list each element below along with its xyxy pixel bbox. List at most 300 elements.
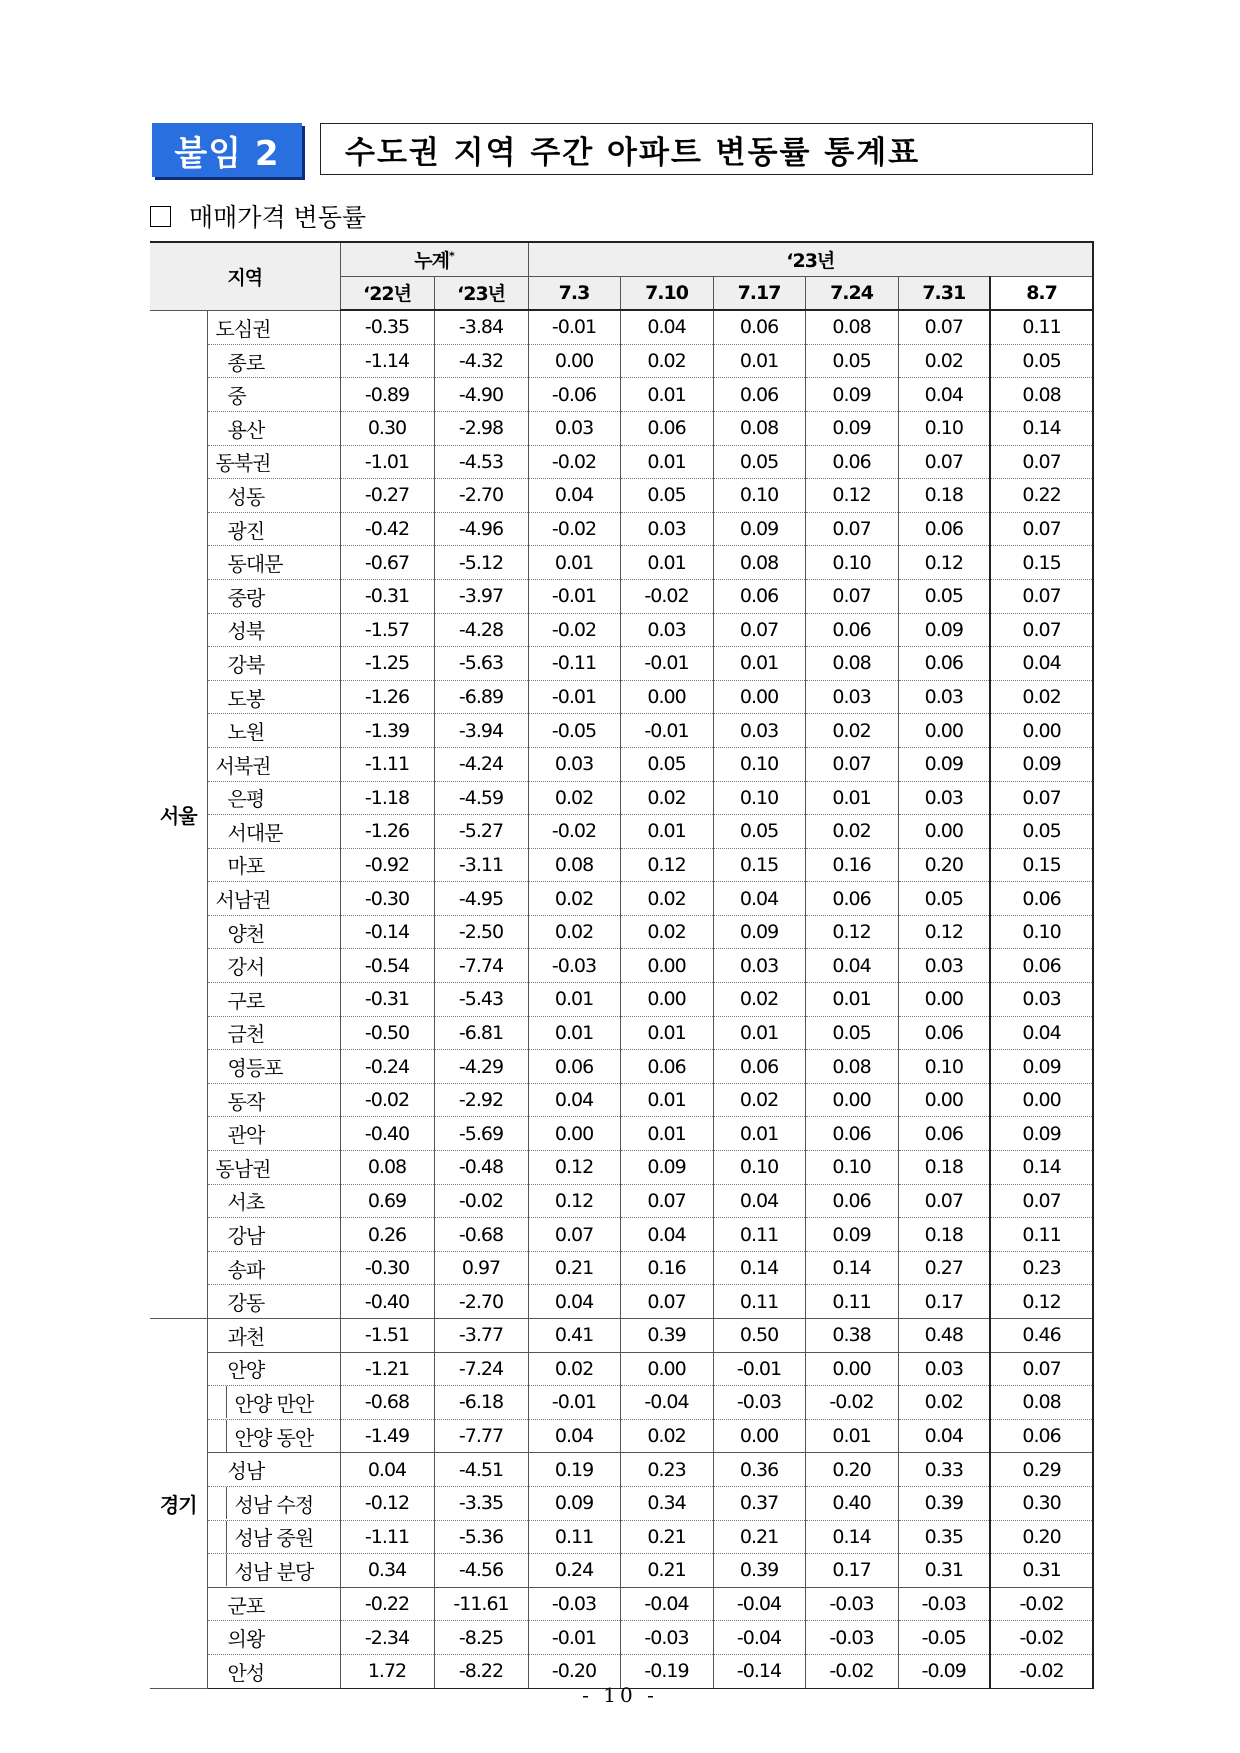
table-row — [150, 949, 1093, 983]
value-cell: 0.01 — [805, 781, 898, 815]
value-cell: 0.17 — [898, 1285, 990, 1319]
value-cell: 0.03 — [528, 747, 620, 781]
value-cell: -0.02 — [528, 512, 620, 546]
region-cell: 중 — [207, 378, 340, 412]
table-row — [150, 915, 1093, 949]
region-cell: 서남권 — [207, 882, 340, 916]
table-row — [150, 1587, 1093, 1621]
region-cell: 성북 — [207, 613, 340, 647]
value-cell: 0.04 — [898, 1419, 990, 1453]
value-cell: -5.63 — [434, 647, 528, 681]
table-row — [150, 747, 1093, 781]
table-row — [150, 848, 1093, 882]
value-cell: 0.06 — [898, 1117, 990, 1151]
value-cell: -0.05 — [898, 1621, 990, 1655]
value-cell: 0.06 — [805, 445, 898, 479]
value-cell: -0.02 — [528, 815, 620, 849]
value-cell: 0.04 — [990, 1016, 1093, 1050]
subregion-label: 안양 동안 — [226, 1420, 314, 1452]
checkbox-icon — [150, 206, 171, 227]
value-cell: 0.07 — [898, 310, 990, 344]
value-cell: 0.07 — [620, 1184, 713, 1218]
value-cell: 0.02 — [620, 781, 713, 815]
value-cell: -7.24 — [434, 1352, 528, 1386]
value-cell: -7.74 — [434, 949, 528, 983]
value-cell: -2.92 — [434, 1083, 528, 1117]
value-cell: -0.02 — [990, 1654, 1093, 1688]
value-cell: 0.03 — [620, 512, 713, 546]
value-cell: -4.32 — [434, 344, 528, 378]
value-cell: 0.04 — [898, 378, 990, 412]
value-cell: 0.01 — [620, 1083, 713, 1117]
value-cell: 0.00 — [528, 344, 620, 378]
value-cell: 0.02 — [990, 680, 1093, 714]
value-cell: 0.06 — [990, 882, 1093, 916]
value-cell: -0.11 — [528, 647, 620, 681]
value-cell: 0.12 — [528, 1151, 620, 1185]
table-row — [150, 1285, 1093, 1319]
header-col: ‘22년 — [340, 276, 434, 310]
value-cell: 0.00 — [528, 1117, 620, 1151]
value-cell: 0.03 — [898, 781, 990, 815]
region-cell: 관악 — [207, 1117, 340, 1151]
value-cell: -0.01 — [713, 1352, 805, 1386]
value-cell: 0.40 — [805, 1486, 898, 1520]
region-cell: 은평 — [207, 781, 340, 815]
value-cell: 0.69 — [340, 1184, 434, 1218]
value-cell: 0.14 — [805, 1251, 898, 1285]
value-cell: -0.30 — [340, 882, 434, 916]
value-cell: 0.04 — [990, 647, 1093, 681]
value-cell: -0.02 — [805, 1654, 898, 1688]
value-cell: 0.06 — [898, 647, 990, 681]
value-cell: 0.10 — [713, 1151, 805, 1185]
value-cell: 0.11 — [713, 1218, 805, 1252]
value-cell: 0.06 — [620, 1050, 713, 1084]
value-cell: 0.02 — [713, 983, 805, 1017]
value-cell: -1.26 — [340, 680, 434, 714]
value-cell: 0.12 — [805, 915, 898, 949]
value-cell: 0.35 — [898, 1520, 990, 1554]
value-cell: 0.01 — [528, 983, 620, 1017]
value-cell: 0.05 — [898, 579, 990, 613]
value-cell: 0.09 — [620, 1151, 713, 1185]
value-cell: 0.08 — [805, 310, 898, 344]
region-cell: 종로 — [207, 344, 340, 378]
value-cell: 0.09 — [990, 1050, 1093, 1084]
value-cell: -6.89 — [434, 680, 528, 714]
region-cell: 강남 — [207, 1218, 340, 1252]
value-cell: 0.39 — [898, 1486, 990, 1520]
value-cell: -4.29 — [434, 1050, 528, 1084]
value-cell: 0.05 — [805, 1016, 898, 1050]
value-cell: 0.08 — [805, 1050, 898, 1084]
value-cell: 0.50 — [713, 1319, 805, 1353]
value-cell: 0.07 — [805, 512, 898, 546]
value-cell: 0.00 — [805, 1083, 898, 1117]
value-cell: 0.10 — [898, 411, 990, 445]
table-row — [150, 815, 1093, 849]
region-cell: 서초 — [207, 1184, 340, 1218]
value-cell: -8.22 — [434, 1654, 528, 1688]
region-cell — [207, 1554, 340, 1588]
value-cell: 0.15 — [990, 546, 1093, 580]
value-cell: 0.05 — [713, 815, 805, 849]
region-cell — [207, 1386, 340, 1420]
value-cell: 0.22 — [990, 479, 1093, 513]
value-cell: 0.12 — [805, 479, 898, 513]
region-cell: 강동 — [207, 1285, 340, 1319]
value-cell: 0.01 — [528, 546, 620, 580]
region-cell: 양천 — [207, 915, 340, 949]
region-cell: 의왕 — [207, 1621, 340, 1655]
value-cell: 0.06 — [805, 1184, 898, 1218]
table-row — [150, 882, 1093, 916]
value-cell: -7.77 — [434, 1419, 528, 1453]
value-cell: -3.35 — [434, 1486, 528, 1520]
value-cell: -0.02 — [340, 1083, 434, 1117]
value-cell: 0.24 — [528, 1554, 620, 1588]
value-cell: 0.01 — [620, 1016, 713, 1050]
value-cell: 0.48 — [898, 1319, 990, 1353]
value-cell: 0.04 — [528, 479, 620, 513]
value-cell: 0.16 — [805, 848, 898, 882]
value-cell: 0.00 — [713, 1419, 805, 1453]
value-cell: -5.43 — [434, 983, 528, 1017]
table-row — [150, 378, 1093, 412]
value-cell: -2.50 — [434, 915, 528, 949]
value-cell: 0.09 — [528, 1486, 620, 1520]
value-cell: 0.12 — [898, 915, 990, 949]
value-cell: -0.68 — [340, 1386, 434, 1420]
value-cell: -0.14 — [713, 1654, 805, 1688]
value-cell: -0.01 — [528, 579, 620, 613]
value-cell: 0.08 — [990, 1386, 1093, 1420]
value-cell: -0.05 — [528, 714, 620, 748]
table-row — [150, 1486, 1093, 1520]
header-col: 7.3 — [528, 276, 620, 310]
value-cell: 0.09 — [898, 613, 990, 647]
value-cell: 0.01 — [805, 983, 898, 1017]
region-cell: 도봉 — [207, 680, 340, 714]
subregion-label: 성남 분당 — [226, 1554, 314, 1586]
value-cell: 0.02 — [898, 1386, 990, 1420]
region-cell: 금천 — [207, 1016, 340, 1050]
value-cell: -0.04 — [713, 1621, 805, 1655]
value-cell: -0.40 — [340, 1117, 434, 1151]
table-row — [150, 680, 1093, 714]
value-cell: 0.08 — [713, 411, 805, 445]
value-cell: 0.06 — [898, 512, 990, 546]
value-cell: 0.30 — [990, 1486, 1093, 1520]
value-cell: 0.06 — [620, 411, 713, 445]
value-cell: 0.01 — [713, 647, 805, 681]
header-cumulative: 누계* — [340, 242, 528, 276]
value-cell: 0.03 — [898, 1352, 990, 1386]
region-cell: 동작 — [207, 1083, 340, 1117]
value-cell: 0.03 — [620, 613, 713, 647]
value-cell: -1.11 — [340, 747, 434, 781]
table-row — [150, 546, 1093, 580]
value-cell: 0.07 — [990, 445, 1093, 479]
value-cell: -0.03 — [620, 1621, 713, 1655]
table-row — [150, 613, 1093, 647]
value-cell: 0.17 — [805, 1554, 898, 1588]
value-cell: 0.07 — [990, 512, 1093, 546]
value-cell: -0.01 — [528, 1621, 620, 1655]
value-cell: -1.51 — [340, 1319, 434, 1353]
value-cell: -1.11 — [340, 1520, 434, 1554]
value-cell: 0.06 — [713, 579, 805, 613]
region-cell: 송파 — [207, 1251, 340, 1285]
region-cell: 용산 — [207, 411, 340, 445]
value-cell: 0.10 — [713, 747, 805, 781]
value-cell: 0.39 — [620, 1319, 713, 1353]
value-cell: 0.03 — [528, 411, 620, 445]
value-cell: 0.00 — [990, 1083, 1093, 1117]
value-cell: -4.28 — [434, 613, 528, 647]
value-cell: -0.12 — [340, 1486, 434, 1520]
value-cell: 0.20 — [805, 1453, 898, 1487]
subregion-label: 성남 중원 — [226, 1521, 314, 1553]
value-cell: 0.03 — [898, 680, 990, 714]
value-cell: -1.25 — [340, 647, 434, 681]
region-cell: 구로 — [207, 983, 340, 1017]
value-cell: -3.97 — [434, 579, 528, 613]
value-cell: 0.05 — [898, 882, 990, 916]
value-cell: 0.01 — [620, 445, 713, 479]
value-cell: -6.81 — [434, 1016, 528, 1050]
value-cell: -0.42 — [340, 512, 434, 546]
value-cell: 0.01 — [620, 1117, 713, 1151]
value-cell: 0.09 — [805, 378, 898, 412]
section-label: 매매가격 변동률 — [189, 203, 366, 232]
value-cell: 0.31 — [898, 1554, 990, 1588]
value-cell: -0.02 — [528, 445, 620, 479]
value-cell: 0.08 — [713, 546, 805, 580]
subregion-label: 성남 수정 — [226, 1487, 314, 1519]
value-cell: 0.08 — [340, 1151, 434, 1185]
header-col: 7.10 — [620, 276, 713, 310]
table-row — [150, 714, 1093, 748]
value-cell: -2.70 — [434, 1285, 528, 1319]
value-cell: 0.08 — [528, 848, 620, 882]
value-cell: 0.08 — [990, 378, 1093, 412]
value-cell: 0.04 — [713, 882, 805, 916]
value-cell: 0.18 — [898, 1218, 990, 1252]
value-cell: -0.35 — [340, 310, 434, 344]
value-cell: 0.12 — [990, 1285, 1093, 1319]
value-cell: 0.00 — [713, 680, 805, 714]
value-cell: -0.03 — [528, 1587, 620, 1621]
value-cell: 0.07 — [990, 1352, 1093, 1386]
value-cell: 0.03 — [898, 949, 990, 983]
value-cell: -0.02 — [805, 1386, 898, 1420]
value-cell: -4.56 — [434, 1554, 528, 1588]
region-cell: 영등포 — [207, 1050, 340, 1084]
value-cell: 0.00 — [620, 949, 713, 983]
value-cell: -11.61 — [434, 1587, 528, 1621]
header-year23: ‘23년 — [528, 242, 1093, 276]
value-cell: 0.00 — [805, 1352, 898, 1386]
value-cell: -4.90 — [434, 378, 528, 412]
value-cell: 0.04 — [340, 1453, 434, 1487]
value-cell: 0.10 — [990, 915, 1093, 949]
value-cell: 0.04 — [620, 310, 713, 344]
value-cell: 0.21 — [713, 1520, 805, 1554]
value-cell: -0.22 — [340, 1587, 434, 1621]
value-cell: 0.07 — [990, 579, 1093, 613]
value-cell: -4.51 — [434, 1453, 528, 1487]
value-cell: 0.06 — [990, 949, 1093, 983]
value-cell: 0.02 — [620, 344, 713, 378]
value-cell: 0.02 — [528, 882, 620, 916]
value-cell: 0.07 — [528, 1218, 620, 1252]
value-cell: -0.02 — [990, 1621, 1093, 1655]
value-cell: 0.00 — [620, 1352, 713, 1386]
value-cell: 0.10 — [713, 479, 805, 513]
value-cell: 0.10 — [805, 546, 898, 580]
value-cell: -3.84 — [434, 310, 528, 344]
value-cell: 0.18 — [898, 1151, 990, 1185]
table-row — [150, 1117, 1093, 1151]
table-row — [150, 1050, 1093, 1084]
value-cell: -0.67 — [340, 546, 434, 580]
table-row — [150, 1554, 1093, 1588]
value-cell: 0.07 — [990, 1184, 1093, 1218]
value-cell: 0.01 — [713, 1016, 805, 1050]
value-cell: 0.14 — [990, 1151, 1093, 1185]
value-cell: 0.15 — [990, 848, 1093, 882]
table-row — [150, 983, 1093, 1017]
value-cell: 1.72 — [340, 1654, 434, 1688]
table-row — [150, 1251, 1093, 1285]
value-cell: -0.04 — [713, 1587, 805, 1621]
value-cell: 0.05 — [620, 479, 713, 513]
value-cell: 0.21 — [528, 1251, 620, 1285]
value-cell: 0.33 — [898, 1453, 990, 1487]
region-cell: 안성 — [207, 1654, 340, 1688]
value-cell: 0.12 — [620, 848, 713, 882]
table-row — [150, 445, 1093, 479]
value-cell: 0.01 — [620, 378, 713, 412]
value-cell: 0.02 — [805, 714, 898, 748]
value-cell: 0.12 — [528, 1184, 620, 1218]
value-cell: -0.03 — [528, 949, 620, 983]
value-cell: -0.54 — [340, 949, 434, 983]
value-cell: 0.21 — [620, 1520, 713, 1554]
value-cell: 0.02 — [528, 1352, 620, 1386]
value-cell: 0.01 — [713, 344, 805, 378]
value-cell: -0.01 — [620, 647, 713, 681]
value-cell: 0.14 — [805, 1520, 898, 1554]
value-cell: 0.07 — [898, 1184, 990, 1218]
region-cell: 안양 — [207, 1352, 340, 1386]
value-cell: 0.02 — [805, 815, 898, 849]
region-cell: 성남 — [207, 1453, 340, 1487]
value-cell: 0.09 — [898, 747, 990, 781]
value-cell: -0.19 — [620, 1654, 713, 1688]
value-cell: -1.39 — [340, 714, 434, 748]
value-cell: 0.11 — [805, 1285, 898, 1319]
header-region: 지역 — [150, 242, 340, 310]
value-cell: 0.09 — [713, 915, 805, 949]
group-label: 경기 — [150, 1319, 207, 1689]
value-cell: -0.31 — [340, 983, 434, 1017]
value-cell: -4.96 — [434, 512, 528, 546]
value-cell: 0.10 — [713, 781, 805, 815]
value-cell: -0.27 — [340, 479, 434, 513]
region-cell: 성동 — [207, 479, 340, 513]
region-cell: 과천 — [207, 1319, 340, 1353]
value-cell: -0.04 — [620, 1386, 713, 1420]
value-cell: -4.59 — [434, 781, 528, 815]
value-cell: 0.06 — [528, 1050, 620, 1084]
value-cell: 0.34 — [620, 1486, 713, 1520]
value-cell: -0.48 — [434, 1151, 528, 1185]
value-cell: 0.30 — [340, 411, 434, 445]
value-cell: -3.77 — [434, 1319, 528, 1353]
value-cell: 0.20 — [898, 848, 990, 882]
table-row — [150, 647, 1093, 681]
page-title: 수도권 지역 주간 아파트 변동률 통계표 — [320, 123, 1093, 175]
value-cell: 0.37 — [713, 1486, 805, 1520]
value-cell: -1.18 — [340, 781, 434, 815]
value-cell: 0.00 — [620, 680, 713, 714]
attachment-tag: 붙임 2 — [152, 123, 302, 177]
value-cell: 0.09 — [805, 411, 898, 445]
value-cell: 0.03 — [990, 983, 1093, 1017]
value-cell: -0.01 — [528, 680, 620, 714]
value-cell: 0.06 — [805, 882, 898, 916]
value-cell: 0.14 — [713, 1251, 805, 1285]
table-row — [150, 344, 1093, 378]
page-number: - 10 - — [582, 1683, 658, 1707]
value-cell: -1.21 — [340, 1352, 434, 1386]
value-cell: 0.03 — [713, 949, 805, 983]
table-row — [150, 579, 1093, 613]
value-cell: 0.04 — [528, 1419, 620, 1453]
value-cell: 0.02 — [528, 915, 620, 949]
value-cell: 0.06 — [713, 378, 805, 412]
value-cell: 0.02 — [620, 882, 713, 916]
value-cell: 0.36 — [713, 1453, 805, 1487]
value-cell: -0.01 — [528, 1386, 620, 1420]
subregion-label: 안양 만안 — [226, 1386, 314, 1418]
region-cell: 동북권 — [207, 445, 340, 479]
value-cell: 0.07 — [898, 445, 990, 479]
value-cell: -0.92 — [340, 848, 434, 882]
header-col: 7.24 — [805, 276, 898, 310]
table-row — [150, 1419, 1093, 1453]
value-cell: 0.06 — [713, 1050, 805, 1084]
region-cell: 강서 — [207, 949, 340, 983]
value-cell: -0.02 — [434, 1184, 528, 1218]
value-cell: 0.00 — [898, 1083, 990, 1117]
value-cell: -0.09 — [898, 1654, 990, 1688]
region-cell: 도심권 — [207, 310, 340, 344]
header-col: 7.31 — [898, 276, 990, 310]
value-cell: 0.15 — [713, 848, 805, 882]
value-cell: 0.12 — [898, 546, 990, 580]
region-cell: 동대문 — [207, 546, 340, 580]
value-cell: -0.68 — [434, 1218, 528, 1252]
value-cell: 0.38 — [805, 1319, 898, 1353]
value-cell: -0.14 — [340, 915, 434, 949]
region-cell: 중랑 — [207, 579, 340, 613]
value-cell: 0.06 — [898, 1016, 990, 1050]
value-cell: 0.07 — [990, 613, 1093, 647]
